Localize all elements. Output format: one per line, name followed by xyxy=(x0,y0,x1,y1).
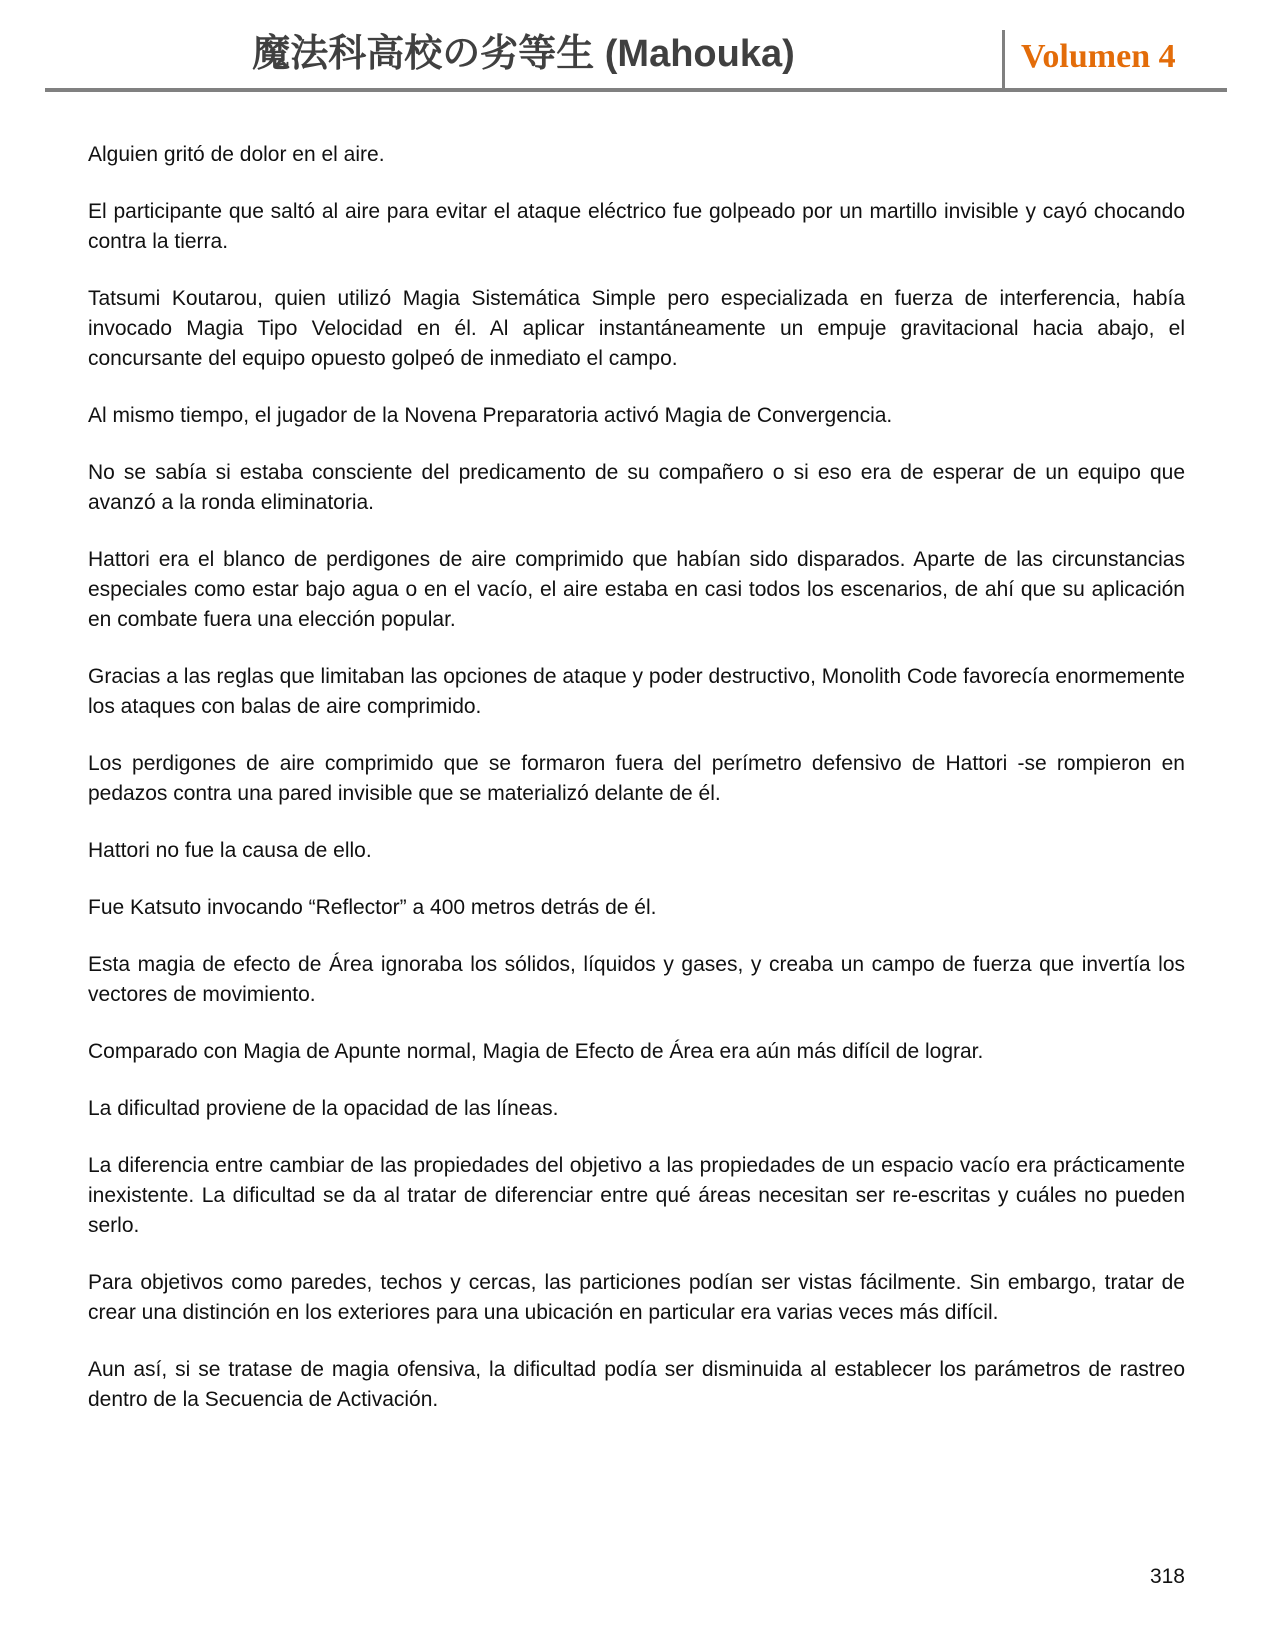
page-header xyxy=(0,0,1275,100)
paragraph: Fue Katsuto invocando “Reflector” a 400 metros detrás de él. xyxy=(88,896,657,919)
paragraph: Los perdigones de aire comprimido que se formaron fuera del perímetro defensivo de Hattori -se rompieron en pedazos contra una pared invisible que se materializó delante de él. xyxy=(88,752,1185,805)
paragraph: Al mismo tiempo, el jugador de la Novena Preparatoria activó Magia de Convergencia. xyxy=(88,404,893,427)
paragraph: Esta magia de efecto de Área ignoraba los sólidos, líquidos y gases, y creaba un campo de fuerza que invertía los vectores de movimiento. xyxy=(88,953,1185,1006)
paragraph-list xyxy=(88,140,1185,1415)
paragraph: Tatsumi Koutarou, quien utilizó Magia Sistemática Simple pero especializada en fuerza de interferencia, había invocado Magia Tipo Velocidad en él. Al aplicar instantáneamente un empuje gravitacional hacia abajo, el concursante del equipo opuesto golpeó de inmediato el campo. xyxy=(88,287,1185,370)
volume-label: Volumen 4 xyxy=(1021,38,1176,75)
header-vertical-divider xyxy=(1002,30,1005,88)
paragraph: El participante que saltó al aire para evitar el ataque eléctrico fue golpeado por un martillo invisible y cayó chocando contra la tierra. xyxy=(88,200,1185,253)
paragraph: Gracias a las reglas que limitaban las opciones de ataque y poder destructivo, Monolith Code favorecía enormemente los ataques con balas de aire comprimido. xyxy=(88,665,1185,718)
paragraph: La dificultad proviene de la opacidad de las líneas. xyxy=(88,1097,559,1120)
paragraph: Alguien gritó de dolor en el aire. xyxy=(88,143,385,166)
paragraph: Aun así, si se tratase de magia ofensiva, la dificultad podía ser disminuida al establecer los parámetros de rastreo dentro de la Secuencia de Activación. xyxy=(88,1358,1185,1411)
paragraph: Hattori no fue la causa de ello. xyxy=(88,839,372,862)
paragraph: No se sabía si estaba consciente del predicamento de su compañero o si eso era de esperar de un equipo que avanzó a la ronda eliminatoria. xyxy=(88,461,1185,514)
page-title: 魔法科高校の劣等生 (Mahouka) xyxy=(252,33,795,75)
page-number: 318 xyxy=(1149,1565,1185,1588)
header-rule xyxy=(45,88,1227,92)
paragraph: Comparado con Magia de Apunte normal, Magia de Efecto de Área era aún más difícil de lograr. xyxy=(88,1040,984,1063)
page-footer xyxy=(88,1562,1185,1592)
document-body xyxy=(88,140,1185,1442)
paragraph: La diferencia entre cambiar de las propiedades del objetivo a las propiedades de un espacio vacío era prácticamente inexistente. La dificultad se da al tratar de diferenciar entre qué áreas necesitan ser re-escritas y cuáles no pueden serlo. xyxy=(88,1154,1185,1237)
paragraph: Para objetivos como paredes, techos y cercas, las particiones podían ser vistas fácilmente. Sin embargo, tratar de crear una distinción en los exteriores para una ubicación en particular era varias veces más difícil. xyxy=(88,1271,1185,1324)
paragraph: Hattori era el blanco de perdigones de aire comprimido que habían sido disparados. Aparte de las circunstancias especiales como estar bajo agua o en el vacío, el aire estaba en casi todos los escenarios, de ahí que su aplicación en combate fuera una elección popular. xyxy=(88,548,1185,631)
